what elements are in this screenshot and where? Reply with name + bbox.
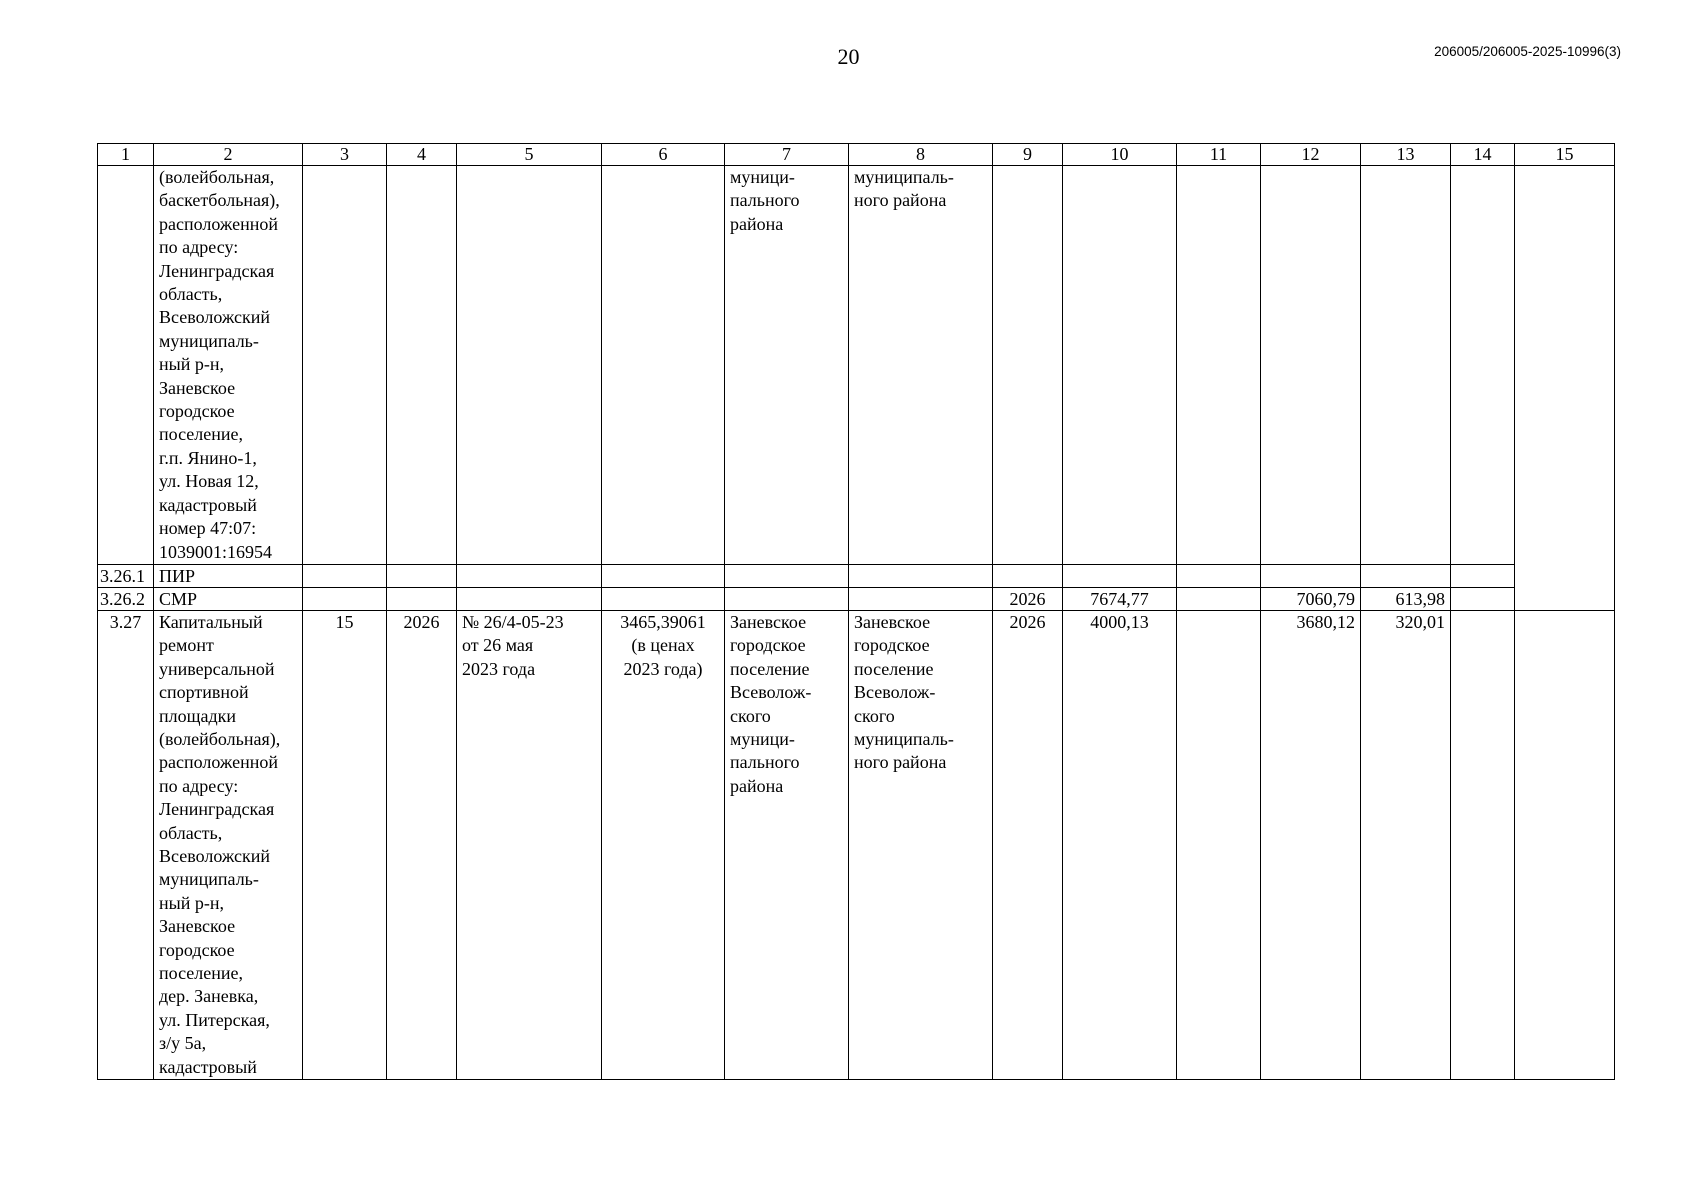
table-cell (602, 564, 725, 587)
table-cell (387, 587, 457, 610)
table-cell: 4000,13 (1063, 610, 1177, 1079)
table-cell (1063, 564, 1177, 587)
table-cell (602, 587, 725, 610)
column-header: 1 (98, 144, 154, 166)
table-cell: 3.26.1 (98, 564, 154, 587)
table-cell (993, 166, 1063, 565)
table-cell: муниципаль- ного района (849, 166, 993, 565)
column-header: 8 (849, 144, 993, 166)
column-header: 5 (457, 144, 602, 166)
table-cell: 2026 (387, 610, 457, 1079)
table-cell (457, 587, 602, 610)
table-cell (1063, 166, 1177, 565)
table-row (98, 587, 1615, 610)
table-cell: 3.26.2 (98, 587, 154, 610)
column-header: 3 (303, 144, 387, 166)
column-number-row (98, 144, 1615, 166)
column-header: 7 (725, 144, 849, 166)
table-cell: 15 (303, 610, 387, 1079)
table-cell (993, 564, 1063, 587)
table-cell (1261, 166, 1361, 565)
table-cell (457, 166, 602, 565)
column-header: 13 (1361, 144, 1451, 166)
table-cell: муници- пального района (725, 166, 849, 565)
table-cell (1451, 610, 1515, 1079)
program-table (97, 143, 1615, 1080)
column-header: 12 (1261, 144, 1361, 166)
table-cell (725, 587, 849, 610)
table-cell (387, 564, 457, 587)
table-cell: 613,98 (1361, 587, 1451, 610)
table-cell (1177, 587, 1261, 610)
table-row (98, 564, 1615, 587)
table-cell (303, 564, 387, 587)
table-row (98, 166, 1615, 565)
table-cell: 3465,39061 (в ценах 2023 года) (602, 610, 725, 1079)
column-header: 6 (602, 144, 725, 166)
table-row (98, 610, 1615, 1079)
table-cell: 2026 (993, 587, 1063, 610)
table-cell (98, 166, 154, 565)
table-cell (1515, 587, 1615, 610)
table-cell: 3.27 (98, 610, 154, 1079)
column-header: 10 (1063, 144, 1177, 166)
table-cell: 2026 (993, 610, 1063, 1079)
table-cell (1177, 166, 1261, 565)
object-description-cell: Капитальный ремонт универсальной спортивной площадки (волейбольная), расположенной по адресу: Ленинградская область, Всеволожский муниципаль- ный р-н, Заневское городское поселение, дер. Заневка, ул. Питерская, з/у 5а, кадастровый (154, 610, 303, 1079)
table-cell: 7060,79 (1261, 587, 1361, 610)
table-cell (1177, 610, 1261, 1079)
column-header: 14 (1451, 144, 1515, 166)
table-cell (725, 564, 849, 587)
table-cell (387, 166, 457, 565)
document-id: 206005/206005-2025-10996(3) (1434, 44, 1621, 59)
column-header: 2 (154, 144, 303, 166)
column-header: 9 (993, 144, 1063, 166)
table-cell (849, 587, 993, 610)
table-cell (1361, 564, 1451, 587)
table-cell (1451, 564, 1515, 587)
column-header: 15 (1515, 144, 1615, 166)
column-header: 4 (387, 144, 457, 166)
table-cell (303, 166, 387, 565)
table-cell: Заневское городское поселение Всеволож- ского муници- пального района (725, 610, 849, 1079)
table-cell (1515, 166, 1615, 565)
table-cell: 7674,77 (1063, 587, 1177, 610)
table-cell (1515, 564, 1615, 587)
table-cell (1177, 564, 1261, 587)
table-cell (303, 587, 387, 610)
table-cell (1515, 610, 1615, 1079)
table-cell: 320,01 (1361, 610, 1451, 1079)
table-cell (602, 166, 725, 565)
table-cell: СМР (154, 587, 303, 610)
table-cell: № 26/4-05-23 от 26 мая 2023 года (457, 610, 602, 1079)
table-cell (1261, 564, 1361, 587)
table-cell (1361, 166, 1451, 565)
object-description-cell: (волейбольная, баскетбольная), расположенной по адресу: Ленинградская область, Всеволожский муниципаль- ный р-н, Заневское городское поселение, г.п. Янино-1, ул. Новая 12, кадастровый номер 47:07: 1039001:16954 (154, 166, 303, 565)
table-cell: 3680,12 (1261, 610, 1361, 1079)
page-number: 20 (837, 44, 860, 69)
table-cell: Заневское городское поселение Всеволож- ского муниципаль- ного района (849, 610, 993, 1079)
table-cell (457, 564, 602, 587)
table-cell (1451, 166, 1515, 565)
table-cell (849, 564, 993, 587)
column-header: 11 (1177, 144, 1261, 166)
table-cell: ПИР (154, 564, 303, 587)
table-cell (1451, 587, 1515, 610)
